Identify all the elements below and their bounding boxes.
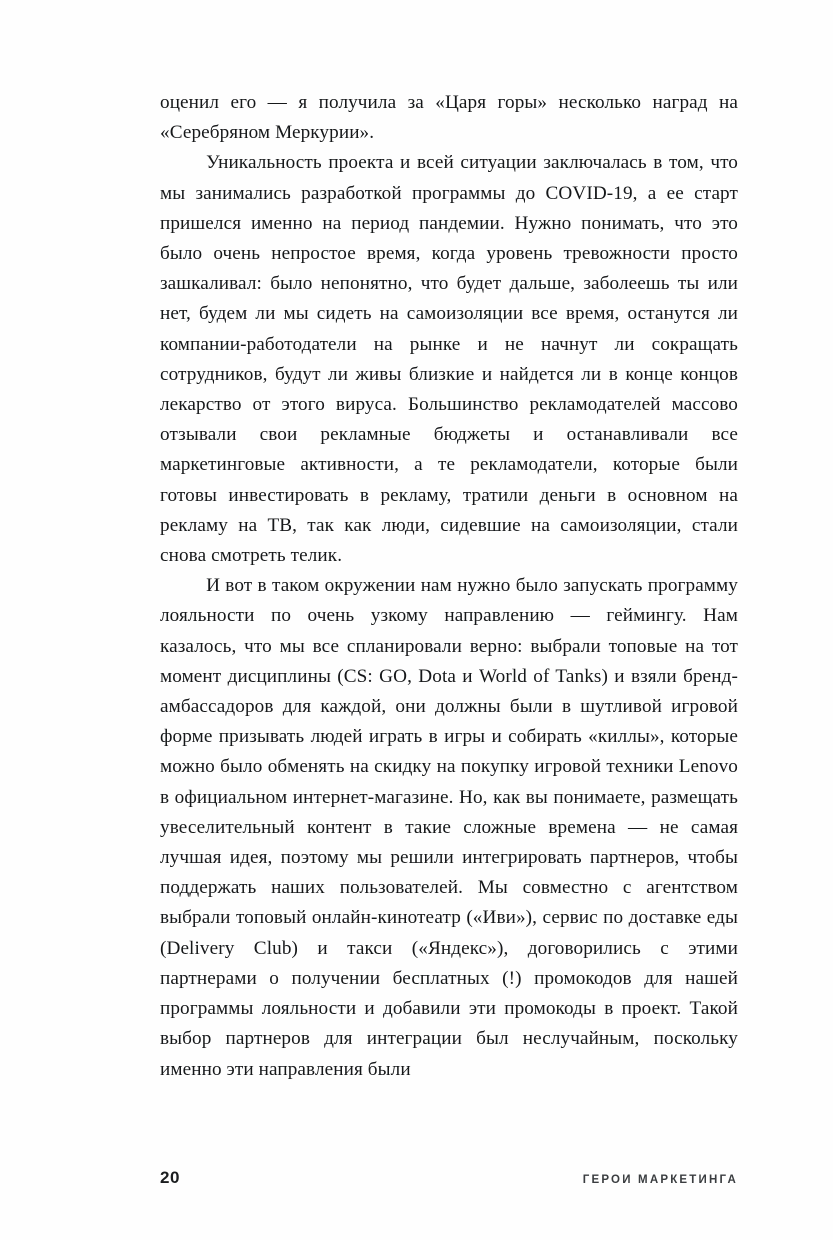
body-text-column [160,88,738,1085]
paragraph-2: Уникальность проекта и всей ситуации заключалась в том, что мы занимались разработкой программы до COVID-19, а ее старт пришелся именно на период пандемии. Нужно понимать, что это было очень непростое время, когда уровень тревожности просто зашкаливал: было непонятно, что будет дальше, заболеешь ты или нет, будем ли мы сидеть на самоизоляции все время, останутся ли компании-работодатели на рынке и не начнут ли сокращать сотрудников, будут ли живы близкие и найдется ли в конце концов лекарство от этого вируса. Большинство рекламодателей массово отзывали свои рекламные бюджеты и останавливали все маркетинговые активности, а те рекламодатели, которые были готовы инвестировать в рекламу, тратили деньги в основном на рекламу на ТВ, так как люди, сидевшие на самоизоляции, стали снова смотреть телик. [160,152,738,567]
page-number: 20 [160,1168,180,1187]
running-head: ГЕРОИ МАРКЕТИНГА [582,1174,738,1186]
paragraph-3: И вот в таком окружении нам нужно было запускать программу лояльности по очень узкому направлению — геймингу. Нам казалось, что мы все спланировали верно: выбрали топовые на тот момент дисциплины (CS: GO, Dota и World of Tanks) и взяли бренд-амбассадоров для каждой, они должны были в шутливой игровой форме призывать людей играть в игры и собирать «киллы», которые можно было обменять на скидку на покупку игровой техники Lenovo в официальном интернет-магазине. Но, как вы понимаете, размещать увеселительный контент в такие сложные времена — не самая лучшая идея, поэтому мы решили интегрировать партнеров, чтобы поддержать наших пользователей. Мы совместно с агентством выбрали топовый онлайн-кинотеатр («Иви»), сервис по доставке еды (Delivery Club) и такси («Яндекс»), договорились с этими партнерами о получении бесплатных (!) промокодов для нашей программы лояльности и добавили эти промокоды в проект. Такой выбор партнеров для интеграции был неслучайным, поскольку именно эти направления были [160,575,738,1080]
paragraph-1: оценил его — я получила за «Царя горы» несколько наград на «Серебряном Меркурии». [160,92,738,144]
page-footer [160,1168,738,1188]
